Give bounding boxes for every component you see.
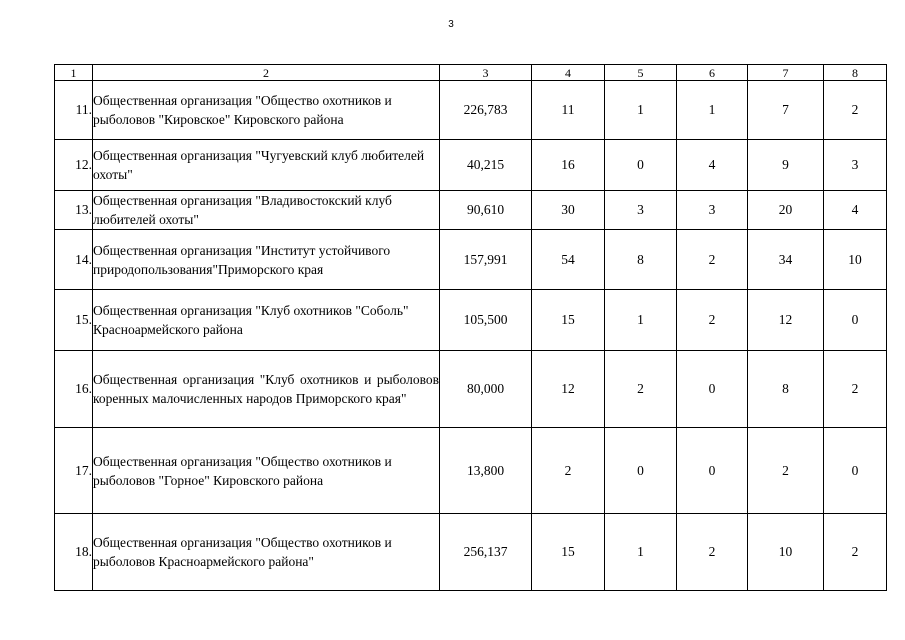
cell-col-6: 2 [677, 230, 748, 290]
cell-col-8: 2 [824, 81, 887, 140]
cell-col-7: 34 [748, 230, 824, 290]
organization-name-text: Общественная организация "Общество охотников и рыболовов "Кировское" Кировского района [93, 93, 392, 127]
column-header: 6 [677, 65, 748, 81]
cell-col-3: 157,991 [440, 230, 532, 290]
cell-col-6: 0 [677, 351, 748, 428]
column-header: 4 [532, 65, 605, 81]
cell-col-7: 10 [748, 514, 824, 591]
organization-name-text: Общественная организация "Чугуевский клуб любителей охоты" [93, 148, 425, 182]
table-header-row [55, 65, 887, 81]
column-header: 7 [748, 65, 824, 81]
column-header: 2 [93, 65, 440, 81]
cell-col-7: 8 [748, 351, 824, 428]
column-header: 1 [55, 65, 93, 81]
cell-col-5: 3 [605, 191, 677, 230]
row-number: 16. [55, 351, 93, 428]
organization-name [93, 514, 440, 591]
cell-col-5: 1 [605, 290, 677, 351]
table-row [55, 514, 887, 591]
cell-col-4: 11 [532, 81, 605, 140]
organization-name-text: Общественная организация "Институт устойчивого природопользования"Приморского края [93, 242, 391, 277]
row-number: 13. [55, 191, 93, 230]
cell-col-6: 0 [677, 428, 748, 514]
organization-name [93, 290, 440, 351]
cell-col-5: 0 [605, 140, 677, 191]
cell-col-7: 2 [748, 428, 824, 514]
cell-col-8: 0 [824, 290, 887, 351]
cell-col-8: 10 [824, 230, 887, 290]
row-number: 14. [55, 230, 93, 290]
organization-name [93, 230, 440, 290]
cell-col-5: 0 [605, 428, 677, 514]
table-row [55, 290, 887, 351]
organization-name-text: Общественная организация "Общество охотников и рыболовов "Горное" Кировского района [93, 453, 392, 488]
cell-col-8: 3 [824, 140, 887, 191]
cell-col-7: 7 [748, 81, 824, 140]
organization-name [93, 191, 440, 230]
organization-name-text: Общественная организация "Владивостокский клуб любителей охоты" [93, 193, 392, 227]
column-header: 8 [824, 65, 887, 81]
organization-name-text: Общественная организация "Общество охотников и рыболовов Красноармейского района" [93, 535, 392, 569]
cell-col-3: 80,000 [440, 351, 532, 428]
cell-col-8: 2 [824, 514, 887, 591]
cell-col-4: 16 [532, 140, 605, 191]
organization-name-text: Общественная организация "Клуб охотников "Соболь" Красноармейского района [93, 303, 409, 337]
organization-name-text: Общественная организация "Клуб охотников и рыболовов коренных малочисленных народов Приморского края" [93, 372, 439, 406]
page-number: 3 [448, 19, 454, 30]
row-number: 18. [55, 514, 93, 591]
row-number: 15. [55, 290, 93, 351]
row-number: 17. [55, 428, 93, 514]
cell-col-3: 105,500 [440, 290, 532, 351]
cell-col-3: 90,610 [440, 191, 532, 230]
data-table [54, 64, 887, 591]
cell-col-6: 1 [677, 81, 748, 140]
cell-col-4: 15 [532, 514, 605, 591]
cell-col-5: 2 [605, 351, 677, 428]
cell-col-8: 0 [824, 428, 887, 514]
column-header: 5 [605, 65, 677, 81]
table-row [55, 230, 887, 290]
table-row [55, 351, 887, 428]
organization-name [93, 81, 440, 140]
table-row [55, 81, 887, 140]
cell-col-5: 8 [605, 230, 677, 290]
cell-col-4: 15 [532, 290, 605, 351]
cell-col-4: 54 [532, 230, 605, 290]
column-header: 3 [440, 65, 532, 81]
cell-col-5: 1 [605, 81, 677, 140]
cell-col-3: 13,800 [440, 428, 532, 514]
cell-col-4: 2 [532, 428, 605, 514]
organization-name [93, 140, 440, 191]
table-row [55, 191, 887, 230]
cell-col-6: 2 [677, 514, 748, 591]
cell-col-7: 9 [748, 140, 824, 191]
row-number: 12. [55, 140, 93, 191]
cell-col-6: 3 [677, 191, 748, 230]
cell-col-4: 12 [532, 351, 605, 428]
cell-col-6: 2 [677, 290, 748, 351]
cell-col-6: 4 [677, 140, 748, 191]
table-row [55, 140, 887, 191]
cell-col-3: 40,215 [440, 140, 532, 191]
cell-col-3: 256,137 [440, 514, 532, 591]
organization-name [93, 428, 440, 514]
row-number: 11. [55, 81, 93, 140]
cell-col-7: 20 [748, 191, 824, 230]
cell-col-8: 4 [824, 191, 887, 230]
table-row [55, 428, 887, 514]
cell-col-7: 12 [748, 290, 824, 351]
cell-col-5: 1 [605, 514, 677, 591]
cell-col-4: 30 [532, 191, 605, 230]
cell-col-3: 226,783 [440, 81, 532, 140]
organization-name [93, 351, 440, 428]
cell-col-8: 2 [824, 351, 887, 428]
